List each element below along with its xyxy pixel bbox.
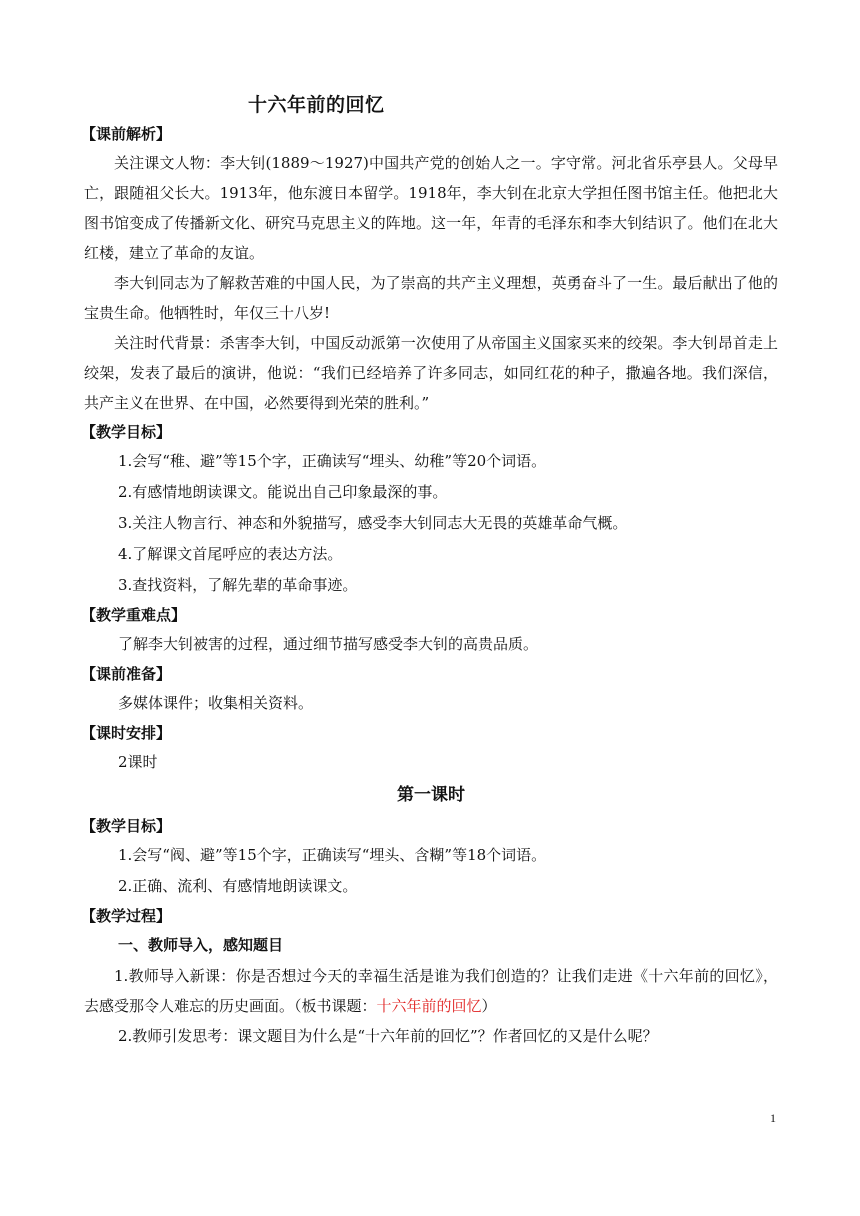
section-heading-pre-analysis: 【课前解析】	[81, 125, 172, 143]
goal-item: 3.关注人物言行、神态和外貌描写，感受李大钊同志大无畏的英雄革命气概。	[118, 514, 628, 532]
paragraph-background: 关注时代背景：杀害李大钊，中国反动派第一次使用了从帝国主义国家买来的绞架。李大钊昂首走上绞架，发表了最后的演讲，他说：“我们已经培养了许多同志，如同红花的种子，撒遍各地。我们深信，共产主义在世界、在中国，必然要得到光荣的胜利。”	[84, 334, 778, 412]
schedule-text: 2课时	[118, 753, 158, 771]
goal-item: 2.有感情地朗读课文。能说出自己印象最深的事。	[118, 483, 448, 501]
process-step-text: 1.教师导入新课：你是否想过今天的幸福生活是谁为我们创造的？让我们走进《十六年前的回忆》，去感受那令人难忘的历史画面。（板书课题：	[84, 967, 778, 1015]
lesson-one-goal-item: 1.会写“阀、避”等15个字，正确读写“埋头、含糊”等18个词语。	[118, 846, 547, 864]
page-number: 1	[770, 1111, 776, 1125]
process-step-heading: 一、教师导入，感知题目	[118, 936, 284, 954]
goal-item: 1.会写“稚、避”等15个字，正确读写“埋头、幼稚”等20个词语。	[118, 452, 547, 470]
document-page	[81, 84, 778, 1184]
key-points-text: 了解李大钊被害的过程，通过细节描写感受李大钊的高贵品质。	[118, 635, 539, 653]
goal-item: 4.了解课文首尾呼应的表达方法。	[118, 545, 343, 563]
section-heading-preparation: 【课前准备】	[81, 665, 172, 683]
board-title-highlight: 十六年前的回忆	[376, 997, 482, 1015]
section-heading-schedule: 【课时安排】	[81, 724, 172, 742]
lesson-one-goals-heading: 【教学目标】	[81, 817, 172, 835]
section-heading-key-points: 【教学重难点】	[81, 606, 187, 624]
lesson-one-goal-item: 2.正确、流利、有感情地朗读课文。	[118, 877, 358, 895]
preparation-text: 多媒体课件；收集相关资料。	[118, 694, 314, 712]
section-heading-goals: 【教学目标】	[81, 423, 172, 441]
process-step-text-end: ）	[481, 997, 497, 1015]
lesson-one-title: 第一课时	[397, 785, 465, 805]
paragraph-character-intro: 关注课文人物：李大钊(1889～1927)中国共产党的创始人之一。字守常。河北省乐亭县人。父母早亡，跟随祖父长大。1913年，他东渡日本留学。1918年，李大钊在北京大学担任图书馆主任。他把北大图书馆变成了传播新文化、研究马克思主义的阵地。这一年，年青的毛泽东和李大钊结识了。他们在北大红楼，建立了革命的友谊。	[84, 154, 778, 262]
process-step-question: 2.教师引发思考：课文题目为什么是“十六年前的回忆”？作者回忆的又是什么呢？	[118, 1027, 658, 1045]
document-body	[81, 120, 778, 1052]
goal-item: 3.查找资料，了解先辈的革命事迹。	[118, 576, 358, 594]
paragraph-sacrifice: 李大钊同志为了解救苦难的中国人民，为了崇高的共产主义理想，英勇奋斗了一生。最后献出了他的宝贵生命。他牺牲时，年仅三十八岁!	[84, 274, 778, 322]
process-step-paragraph	[84, 961, 778, 1021]
lesson-one-process-heading: 【教学过程】	[81, 907, 172, 925]
document-title: 十六年前的回忆	[248, 94, 385, 116]
